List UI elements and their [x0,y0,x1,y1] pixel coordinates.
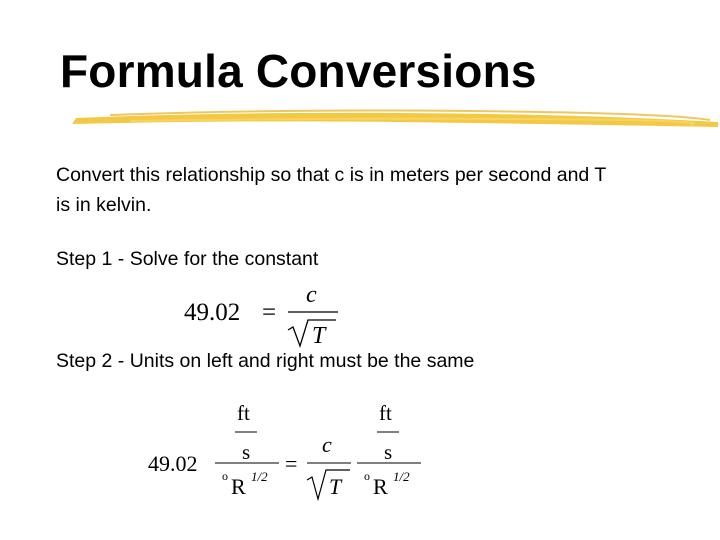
eq2-left-R: R [231,474,246,499]
eq2-constant: 49.02 [148,451,198,476]
equation-2 [145,396,435,506]
eq2-right-degree: o [364,469,370,483]
eq2-left-s: s [242,440,251,464]
title-underline [70,100,720,130]
eq2-left-ft: ft [237,401,250,425]
eq1-equals: = [262,299,277,326]
eq1-constant: 49.02 [184,299,241,326]
slide-title: Formula Conversions [60,45,537,97]
eq2-right-ft: ft [379,401,392,425]
step-2-text: Step 2 - Units on left and right must be the same [56,350,475,372]
eq2-equals: = [285,451,298,476]
intro-paragraph: Convert this relationship so that c is in meters per second and T is in kelvin. [56,164,606,216]
eq2-T: T [329,474,342,499]
equation-1 [180,280,350,350]
eq2-right-R: R [373,474,388,499]
eq2-left-exponent: 1/2 [251,469,268,484]
eq1-numerator: c [306,282,317,308]
step-1-text: Step 1 - Solve for the constant [56,248,319,270]
eq2-right-s: s [384,440,393,464]
eq2-c: c [322,432,332,457]
eq1-radicand: T [312,323,326,349]
eq2-left-degree: o [222,469,228,483]
eq2-right-exponent: 1/2 [393,469,410,484]
